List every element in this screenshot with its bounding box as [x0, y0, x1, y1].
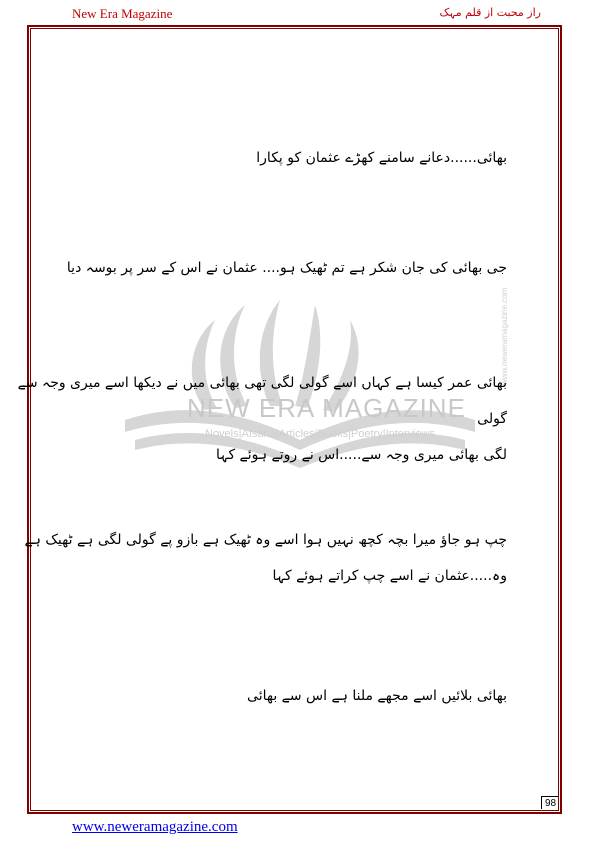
watermark-url: www.neweramagazine.com: [500, 287, 509, 385]
watermark-title: NEW ERA MAGAZINE: [187, 393, 466, 423]
paragraph-line: بھائی......دعانے سامنے کھڑے عثمان کو پکارا: [256, 150, 507, 166]
paragraph-line: بھائی عمر کیسا ہے کہاں اسے گولی لگی تھی بھائی میں نے دیکھا اسے میری وجہ سے گولی: [17, 375, 507, 427]
paragraph-5: [247, 678, 507, 714]
paragraph-2: [67, 250, 507, 286]
paragraph-line: بھائی بلائیں اسے مجھے ملنا ہے اس سے بھائی: [247, 688, 507, 704]
paragraph-line: چپ ہو جاؤ میرا بچہ کچھ نہیں ہوا اسے وہ ٹھیک ہے بازو پے گولی لگی ہے ٹھیک ہے: [24, 532, 507, 548]
header-magazine-name: New Era Magazine: [72, 6, 173, 21]
paragraph-4: [25, 522, 507, 594]
header-novel-title: راز محبت از قلم مہک: [439, 6, 541, 19]
footer-website-link[interactable]: www.neweramagazine.com: [72, 819, 238, 835]
paragraph-line: لگی بھائی میری وجہ سے.....اس نے روتے ہوئے کہا: [215, 447, 507, 463]
paragraph-1: [256, 140, 507, 176]
watermark-subtitle: Novels|Afsana|Articles|Books|Poetry|Interviews: [205, 428, 436, 440]
paragraph-line: جی بھائی کی جان شکر ہے تم ٹھیک ہو.... عثمان نے اس کے سر پر بوسہ دیا: [66, 260, 507, 276]
paragraph-line: وہ.....عثمان نے اسے چپ کراتے ہوئے کہا: [272, 568, 507, 584]
paragraph-3: [0, 365, 507, 473]
page-number: 98: [541, 796, 559, 809]
